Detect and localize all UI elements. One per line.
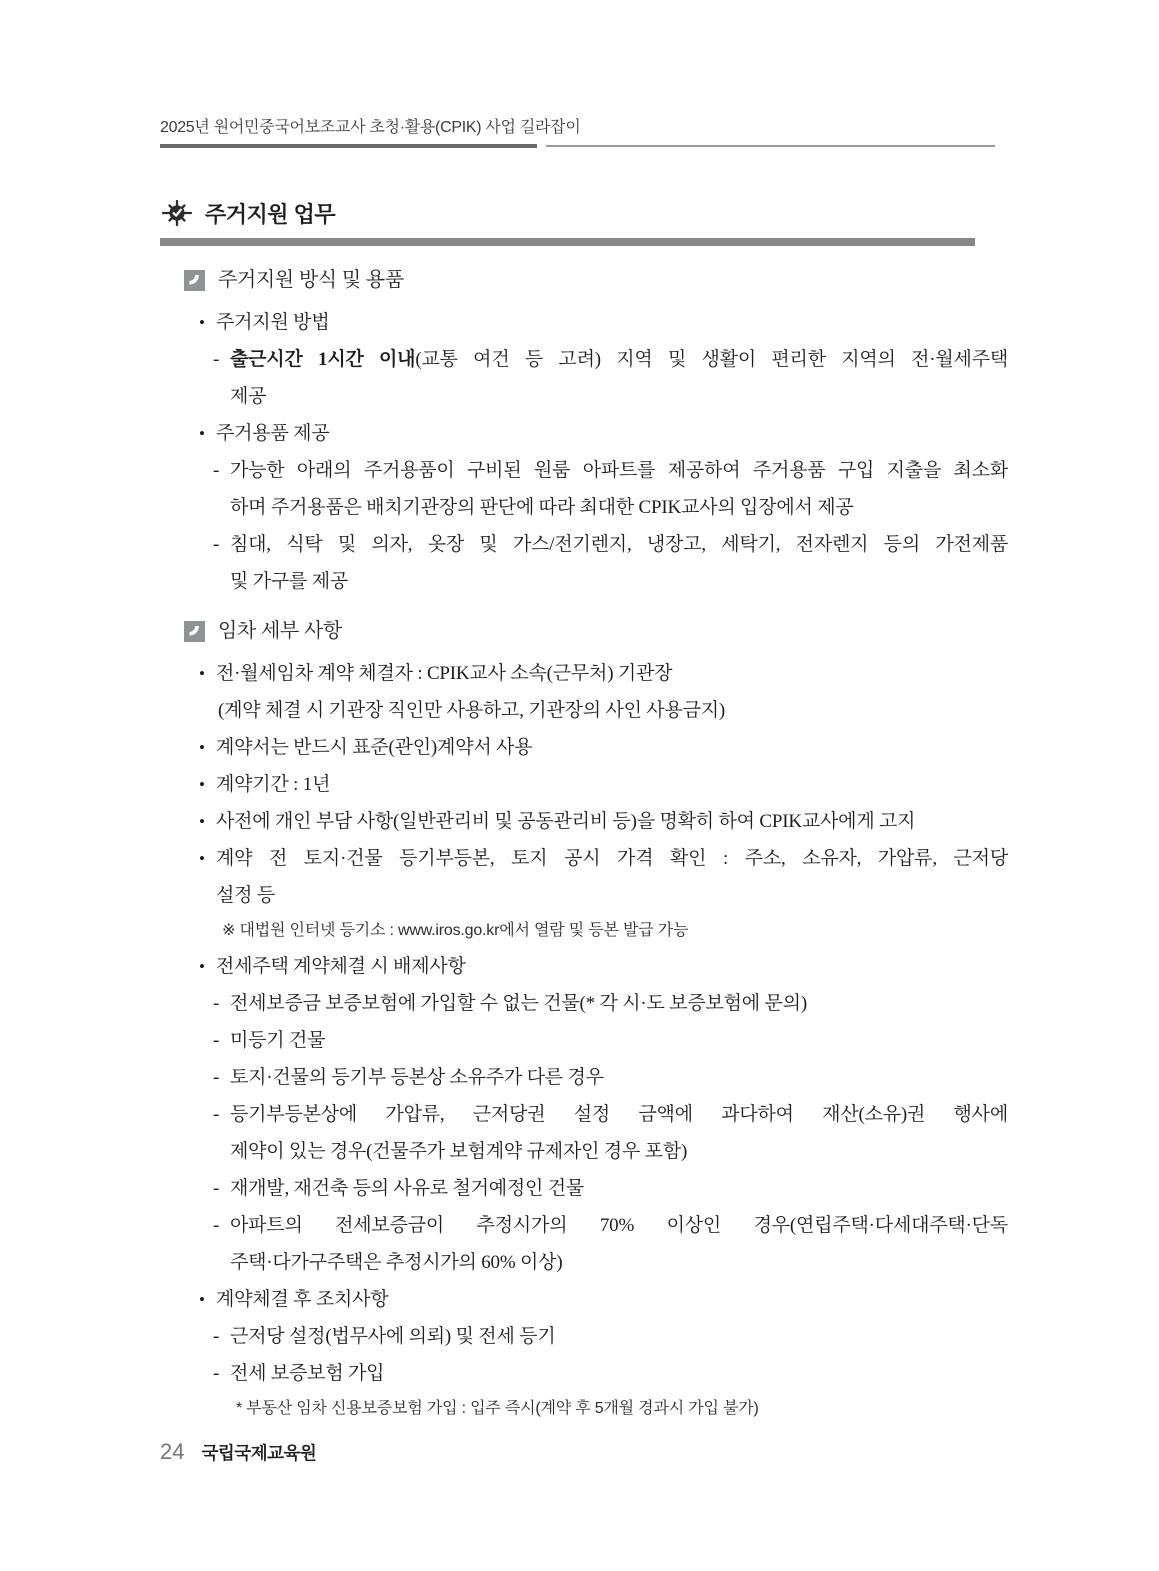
page-footer	[160, 1439, 316, 1465]
doc-header-title: 2025년 원어민중국어보조교사 초청·활용(CPIK) 사업 길라잡이	[160, 119, 581, 136]
running-header	[160, 114, 995, 148]
bullet-item	[160, 1281, 1008, 1318]
subsection-heading-text: 주거지원 방식 및 용품	[218, 269, 404, 291]
text-line: • 계약기간 : 1년	[160, 766, 1008, 803]
subsection-heading	[160, 613, 1008, 650]
text-line: - 토지·건물의 등기부 등본상 소유주가 다른 경우	[160, 1059, 1008, 1096]
section-title-bar	[160, 238, 975, 246]
bullet-item	[160, 729, 1008, 766]
text-line: 제약이 있는 경우(건물주가 보험계약 규제자인 경우 포함)	[230, 1141, 688, 1162]
dash-item	[160, 1096, 1008, 1170]
dash-item	[160, 1355, 1008, 1392]
dash-item	[160, 1170, 1008, 1207]
dash-item	[160, 1022, 1008, 1059]
square-corner-icon	[184, 621, 205, 642]
bullet-item	[160, 803, 1008, 840]
header-rule	[160, 144, 995, 148]
text-line: - 출근시간 1시간 이내(교통 여건 등 고려) 지역 및 생활이 편리한 지역의 전·월세주택	[160, 341, 1008, 378]
dash-item	[160, 452, 1008, 526]
text-line: • 사전에 개인 부담 사항(일반관리비 및 공동관리비 등)을 명확히 하여 CPIK교사에게 고지	[160, 803, 1008, 840]
text-line: 설정 등	[216, 885, 276, 906]
asterisk-note	[160, 1392, 1008, 1426]
page-number: 24	[160, 1439, 185, 1464]
bullet-item	[160, 415, 1008, 452]
bullet-item	[160, 304, 1008, 341]
dash-item	[160, 985, 1008, 1022]
text-line: • 계약 전 토지·건물 등기부등본, 토지 공시 가격 확인 : 주소, 소유자, 가압류, 근저당	[160, 840, 1008, 877]
publisher-name: 국립국제교육원	[201, 1443, 317, 1463]
text-line: ※ 대법원 인터넷 등기소 : www.iros.go.kr에서 열람 및 등본 발급 가능	[222, 922, 689, 939]
header-rule-thick-segment	[160, 144, 537, 148]
text-line: 및 가구를 제공	[230, 571, 349, 592]
text-line: - 침대, 식탁 및 의자, 옷장 및 가스/전기렌지, 냉장고, 세탁기, 전자렌지 등의 가전제품	[160, 526, 1008, 563]
reference-note	[160, 914, 1008, 948]
dash-item	[160, 341, 1008, 415]
subsection-heading-text: 임차 세부 사항	[218, 620, 342, 642]
section-title: 주거지원 업무	[205, 201, 336, 227]
text-line: - 가능한 아래의 주거용품이 구비된 원룸 아파트를 제공하여 주거용품 구입 지출을 최소화	[160, 452, 1008, 489]
text-line: - 전세보증금 보증보험에 가입할 수 없는 건물(* 각 시·도 보증보험에 문의)	[160, 985, 1008, 1022]
text-line: - 아파트의 전세보증금이 추정시가의 70% 이상인 경우(연립주택·다세대주택·단독	[160, 1207, 1008, 1244]
text-line: • 계약서는 반드시 표준(관인)계약서 사용	[160, 729, 1008, 766]
bullet-item	[160, 655, 1008, 692]
dash-item	[160, 526, 1008, 600]
text-line: 주택·다가구주택은 추정시가의 60% 이상)	[230, 1252, 563, 1273]
dash-item	[160, 1318, 1008, 1355]
bold-text: 출근시간 1시간 이내	[230, 349, 416, 370]
bullet-item	[160, 840, 1008, 914]
text-line: • 주거용품 제공	[160, 415, 1008, 452]
text-line: • 주거지원 방법	[160, 304, 1008, 341]
header-rule-thin-segment	[546, 145, 995, 147]
continuation-line	[160, 692, 1008, 729]
square-corner-icon	[184, 270, 205, 291]
text-line: • 계약체결 후 조치사항	[160, 1281, 1008, 1318]
text-line: - 전세 보증보험 가입	[160, 1355, 1008, 1392]
text-line: * 부동산 임차 신용보증보험 가입 : 입주 즉시(계약 후 5개월 경과시 가입 불가)	[236, 1400, 759, 1417]
section-heading-row	[160, 196, 975, 230]
text-line: - 미등기 건물	[160, 1022, 1008, 1059]
text-line: 하며 주거용품은 배치기관장의 판단에 따라 최대한 CPIK교사의 입장에서 제공	[230, 497, 854, 518]
text-line: - 근저당 설정(법무사에 의뢰) 및 전세 등기	[160, 1318, 1008, 1355]
bullet-item	[160, 948, 1008, 985]
bullet-item	[160, 766, 1008, 803]
text-line: - 등기부등본상에 가압류, 근저당권 설정 금액에 과다하여 재산(소유)권 행사에	[160, 1096, 1008, 1133]
text-line: - 재개발, 재건축 등의 사유로 철거예정인 건물	[160, 1170, 1008, 1207]
sun-check-icon	[160, 196, 194, 230]
dash-item	[160, 1059, 1008, 1096]
content-list	[160, 249, 1008, 1426]
dash-item	[160, 1207, 1008, 1281]
subsection-heading	[160, 262, 1008, 299]
section-heading	[160, 196, 975, 246]
text-line: • 전·월세임차 계약 체결자 : CPIK교사 소속(근무처) 기관장	[160, 655, 1008, 692]
text-line: (계약 체결 시 기관장 직인만 사용하고, 기관장의 사인 사용금지)	[218, 700, 726, 721]
text-line: 제공	[230, 386, 267, 407]
text-line: • 전세주택 계약체결 시 배제사항	[160, 948, 1008, 985]
